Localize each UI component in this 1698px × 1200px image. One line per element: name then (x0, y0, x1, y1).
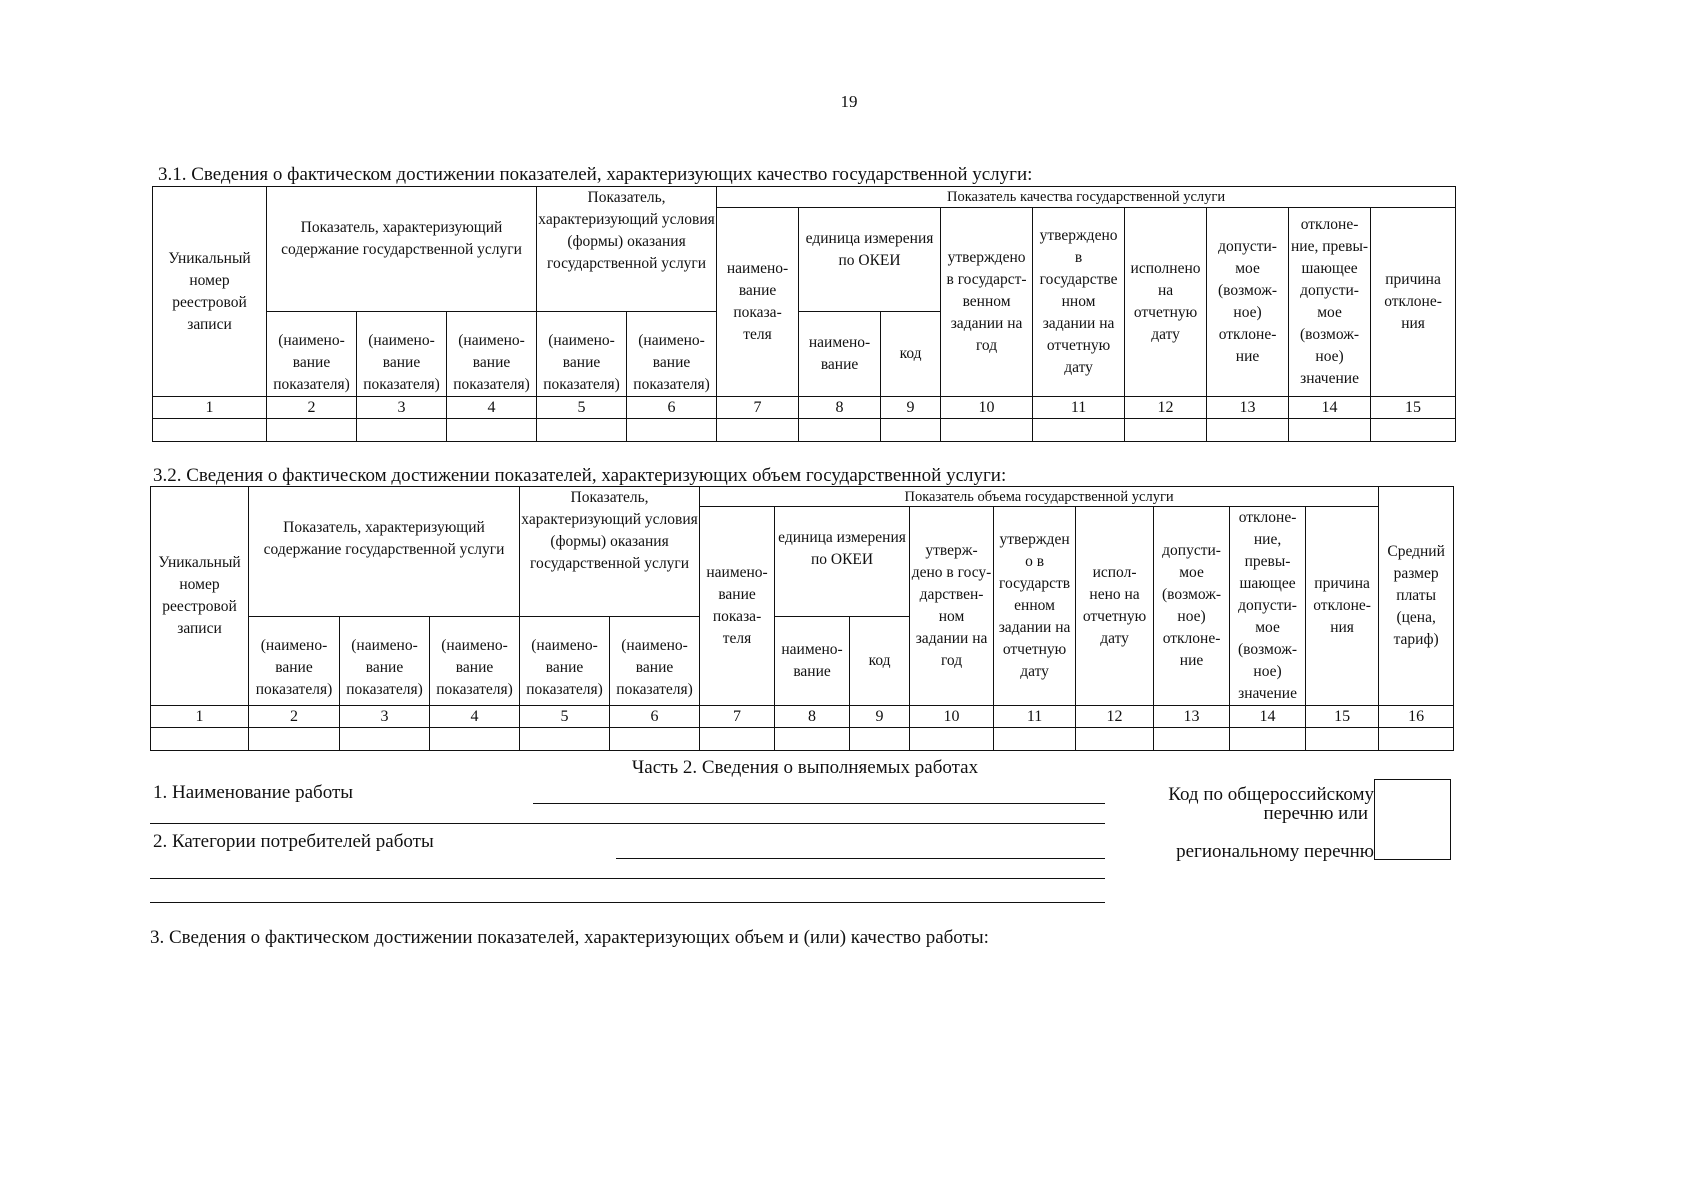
header-average-price: Средний размер платы (цена, тариф) (1379, 487, 1454, 706)
data-cell[interactable] (881, 419, 941, 442)
header-allowed-deviation: допусти- мое (возмож- ное) отклоне- ние (1154, 507, 1230, 706)
header-volume-group: Показатель объема государственной услуги (700, 487, 1379, 507)
data-cell[interactable] (941, 419, 1033, 442)
data-cell[interactable] (267, 419, 357, 442)
header-content-indicator: Показатель, характеризующий содержание государственной услуги (249, 487, 520, 617)
consumers-field-continued[interactable] (150, 878, 1105, 879)
header-exceeding-deviation: отклоне- ние, превы- шающее допусти- мое (возмож- ное) значение (1289, 208, 1371, 397)
header-content-indicator: Показатель, характеризующий содержание государственной услуги (267, 187, 537, 312)
column-number: 7 (700, 706, 775, 728)
subheader-indicator-name: (наимено- вание показателя) (537, 312, 627, 397)
data-cell[interactable] (447, 419, 537, 442)
data-cell[interactable] (994, 728, 1076, 751)
header-unique-number: Уникальный номер реестровой записи (153, 187, 267, 397)
header-approved-year: утверж- дено в госу- дарствен- ном задании на год (910, 507, 994, 706)
header-conditions-indicator: Показатель, характеризующий условия (формы) оказания государственной услуги (537, 187, 717, 312)
column-number: 3 (340, 706, 430, 728)
subheader-indicator-name: (наимено- вание показателя) (267, 312, 357, 397)
column-number: 6 (627, 397, 717, 419)
column-number: 5 (520, 706, 610, 728)
header-okei-unit: единица измерения по ОКЕИ (799, 208, 941, 312)
column-number: 5 (537, 397, 627, 419)
column-number: 10 (910, 706, 994, 728)
subheader-indicator-name: (наимено- вание показателя) (610, 616, 700, 706)
column-number: 3 (357, 397, 447, 419)
column-numbers-row (153, 397, 1456, 419)
subheader-indicator-name: (наимено- вание показателя) (249, 616, 340, 706)
data-row (151, 728, 1454, 751)
subheader-indicator-name: (наимено- вание показателя) (430, 616, 520, 706)
column-number: 11 (994, 706, 1076, 728)
data-cell[interactable] (627, 419, 717, 442)
data-cell[interactable] (1207, 419, 1289, 442)
column-number: 12 (1076, 706, 1154, 728)
subheader-unit-code: код (881, 312, 941, 397)
data-cell[interactable] (151, 728, 249, 751)
subheader-indicator-name: (наимено- вание показателя) (627, 312, 717, 397)
subheader-indicator-name: (наимено- вание показателя) (520, 616, 610, 706)
data-cell[interactable] (153, 419, 267, 442)
header-unique-number: Уникальный номер реестровой записи (151, 487, 249, 706)
header-approved-year: утверждено в государст- венном задании на год (941, 208, 1033, 397)
data-cell[interactable] (610, 728, 700, 751)
header-quality-group: Показатель качества государственной услуги (717, 187, 1456, 208)
section-3-1-title: 3.1. Сведения о фактическом достижении показателей, характеризующих качество государственной услуги: (158, 164, 1033, 185)
column-number: 2 (249, 706, 340, 728)
column-number: 15 (1306, 706, 1379, 728)
column-number: 15 (1371, 397, 1456, 419)
column-number: 13 (1207, 397, 1289, 419)
column-number: 13 (1154, 706, 1230, 728)
header-deviation-reason: причина отклоне- ния (1371, 208, 1456, 397)
header-allowed-deviation: допусти- мое (возмож- ное) отклоне- ние (1207, 208, 1289, 397)
column-numbers-row (151, 706, 1454, 728)
data-cell[interactable] (520, 728, 610, 751)
data-cell[interactable] (1033, 419, 1125, 442)
data-cell[interactable] (1379, 728, 1454, 751)
column-number: 9 (850, 706, 910, 728)
data-cell[interactable] (1154, 728, 1230, 751)
subheader-unit-code: код (850, 616, 910, 706)
header-conditions-indicator: Показатель, характеризующий условия (формы) оказания государственной услуги (520, 487, 700, 617)
data-row (153, 419, 1456, 442)
header-okei-unit: единица измерения по ОКЕИ (775, 507, 910, 617)
work-name-label: 1. Наименование работы (153, 782, 354, 803)
volume-table (150, 486, 1454, 751)
data-cell[interactable] (910, 728, 994, 751)
column-number: 6 (610, 706, 700, 728)
work-name-field-continued[interactable] (150, 823, 1105, 824)
quality-table (152, 186, 1456, 442)
consumers-label: 2. Категории потребителей работы (153, 831, 434, 852)
column-number: 1 (153, 397, 267, 419)
column-number: 16 (1379, 706, 1454, 728)
column-number: 9 (881, 397, 941, 419)
subheader-unit-name: наимено- вание (775, 616, 850, 706)
data-cell[interactable] (717, 419, 799, 442)
column-number: 10 (941, 397, 1033, 419)
data-cell[interactable] (850, 728, 910, 751)
header-approved-date: утвержден о в государств енном задании на отчетную дату (994, 507, 1076, 706)
data-cell[interactable] (1076, 728, 1154, 751)
page-number: 19 (840, 92, 858, 111)
subheader-indicator-name: (наимено- вание показателя) (340, 616, 430, 706)
data-cell[interactable] (340, 728, 430, 751)
data-cell[interactable] (1289, 419, 1371, 442)
data-cell[interactable] (1371, 419, 1456, 442)
data-cell[interactable] (700, 728, 775, 751)
header-indicator-name: наимено- вание показа- теля (700, 507, 775, 706)
data-cell[interactable] (1125, 419, 1207, 442)
column-number: 8 (799, 397, 881, 419)
data-cell[interactable] (249, 728, 340, 751)
column-number: 4 (430, 706, 520, 728)
header-executed: исполнено на отчетную дату (1125, 208, 1207, 397)
column-number: 12 (1125, 397, 1207, 419)
subheader-indicator-name: (наимено- вание показателя) (447, 312, 537, 397)
data-cell[interactable] (799, 419, 881, 442)
data-cell[interactable] (357, 419, 447, 442)
subheader-unit-name: наимено- вание (799, 312, 881, 397)
column-number: 7 (717, 397, 799, 419)
code-label-line-3: региональному перечню (1176, 841, 1374, 862)
data-cell[interactable] (537, 419, 627, 442)
header-deviation-reason: причина отклоне- ния (1306, 507, 1379, 706)
header-indicator-name: наимено- вание показа- теля (717, 208, 799, 397)
column-number: 1 (151, 706, 249, 728)
header-executed: испол- нено на отчетную дату (1076, 507, 1154, 706)
consumers-field[interactable] (616, 858, 1105, 859)
consumers-field-continued[interactable] (150, 902, 1105, 903)
column-number: 14 (1230, 706, 1306, 728)
code-label-line-2: перечню или (1263, 803, 1368, 824)
data-cell[interactable] (430, 728, 520, 751)
section-3-title: 3. Сведения о фактическом достижении показателей, характеризующих объем и (или) качество работы: (150, 927, 989, 948)
column-number: 11 (1033, 397, 1125, 419)
column-number: 14 (1289, 397, 1371, 419)
column-number: 8 (775, 706, 850, 728)
registry-code-box[interactable] (1374, 779, 1451, 860)
column-number: 2 (267, 397, 357, 419)
column-number: 4 (447, 397, 537, 419)
work-name-field[interactable] (533, 803, 1105, 804)
section-3-2-title: 3.2. Сведения о фактическом достижении показателей, характеризующих объем государственной услуги: (153, 465, 1007, 486)
data-cell[interactable] (1230, 728, 1306, 751)
header-exceeding-deviation: отклоне- ние, превы- шающее допусти- мое (возмож- ное) значение (1230, 507, 1306, 706)
code-label-line-1: Код по общероссийскому (1168, 784, 1374, 805)
data-cell[interactable] (1306, 728, 1379, 751)
header-approved-date: утверждено в государстве нном задании на отчетную дату (1033, 208, 1125, 397)
part-2-title: Часть 2. Сведения о выполняемых работах (631, 757, 979, 778)
data-cell[interactable] (775, 728, 850, 751)
subheader-indicator-name: (наимено- вание показателя) (357, 312, 447, 397)
